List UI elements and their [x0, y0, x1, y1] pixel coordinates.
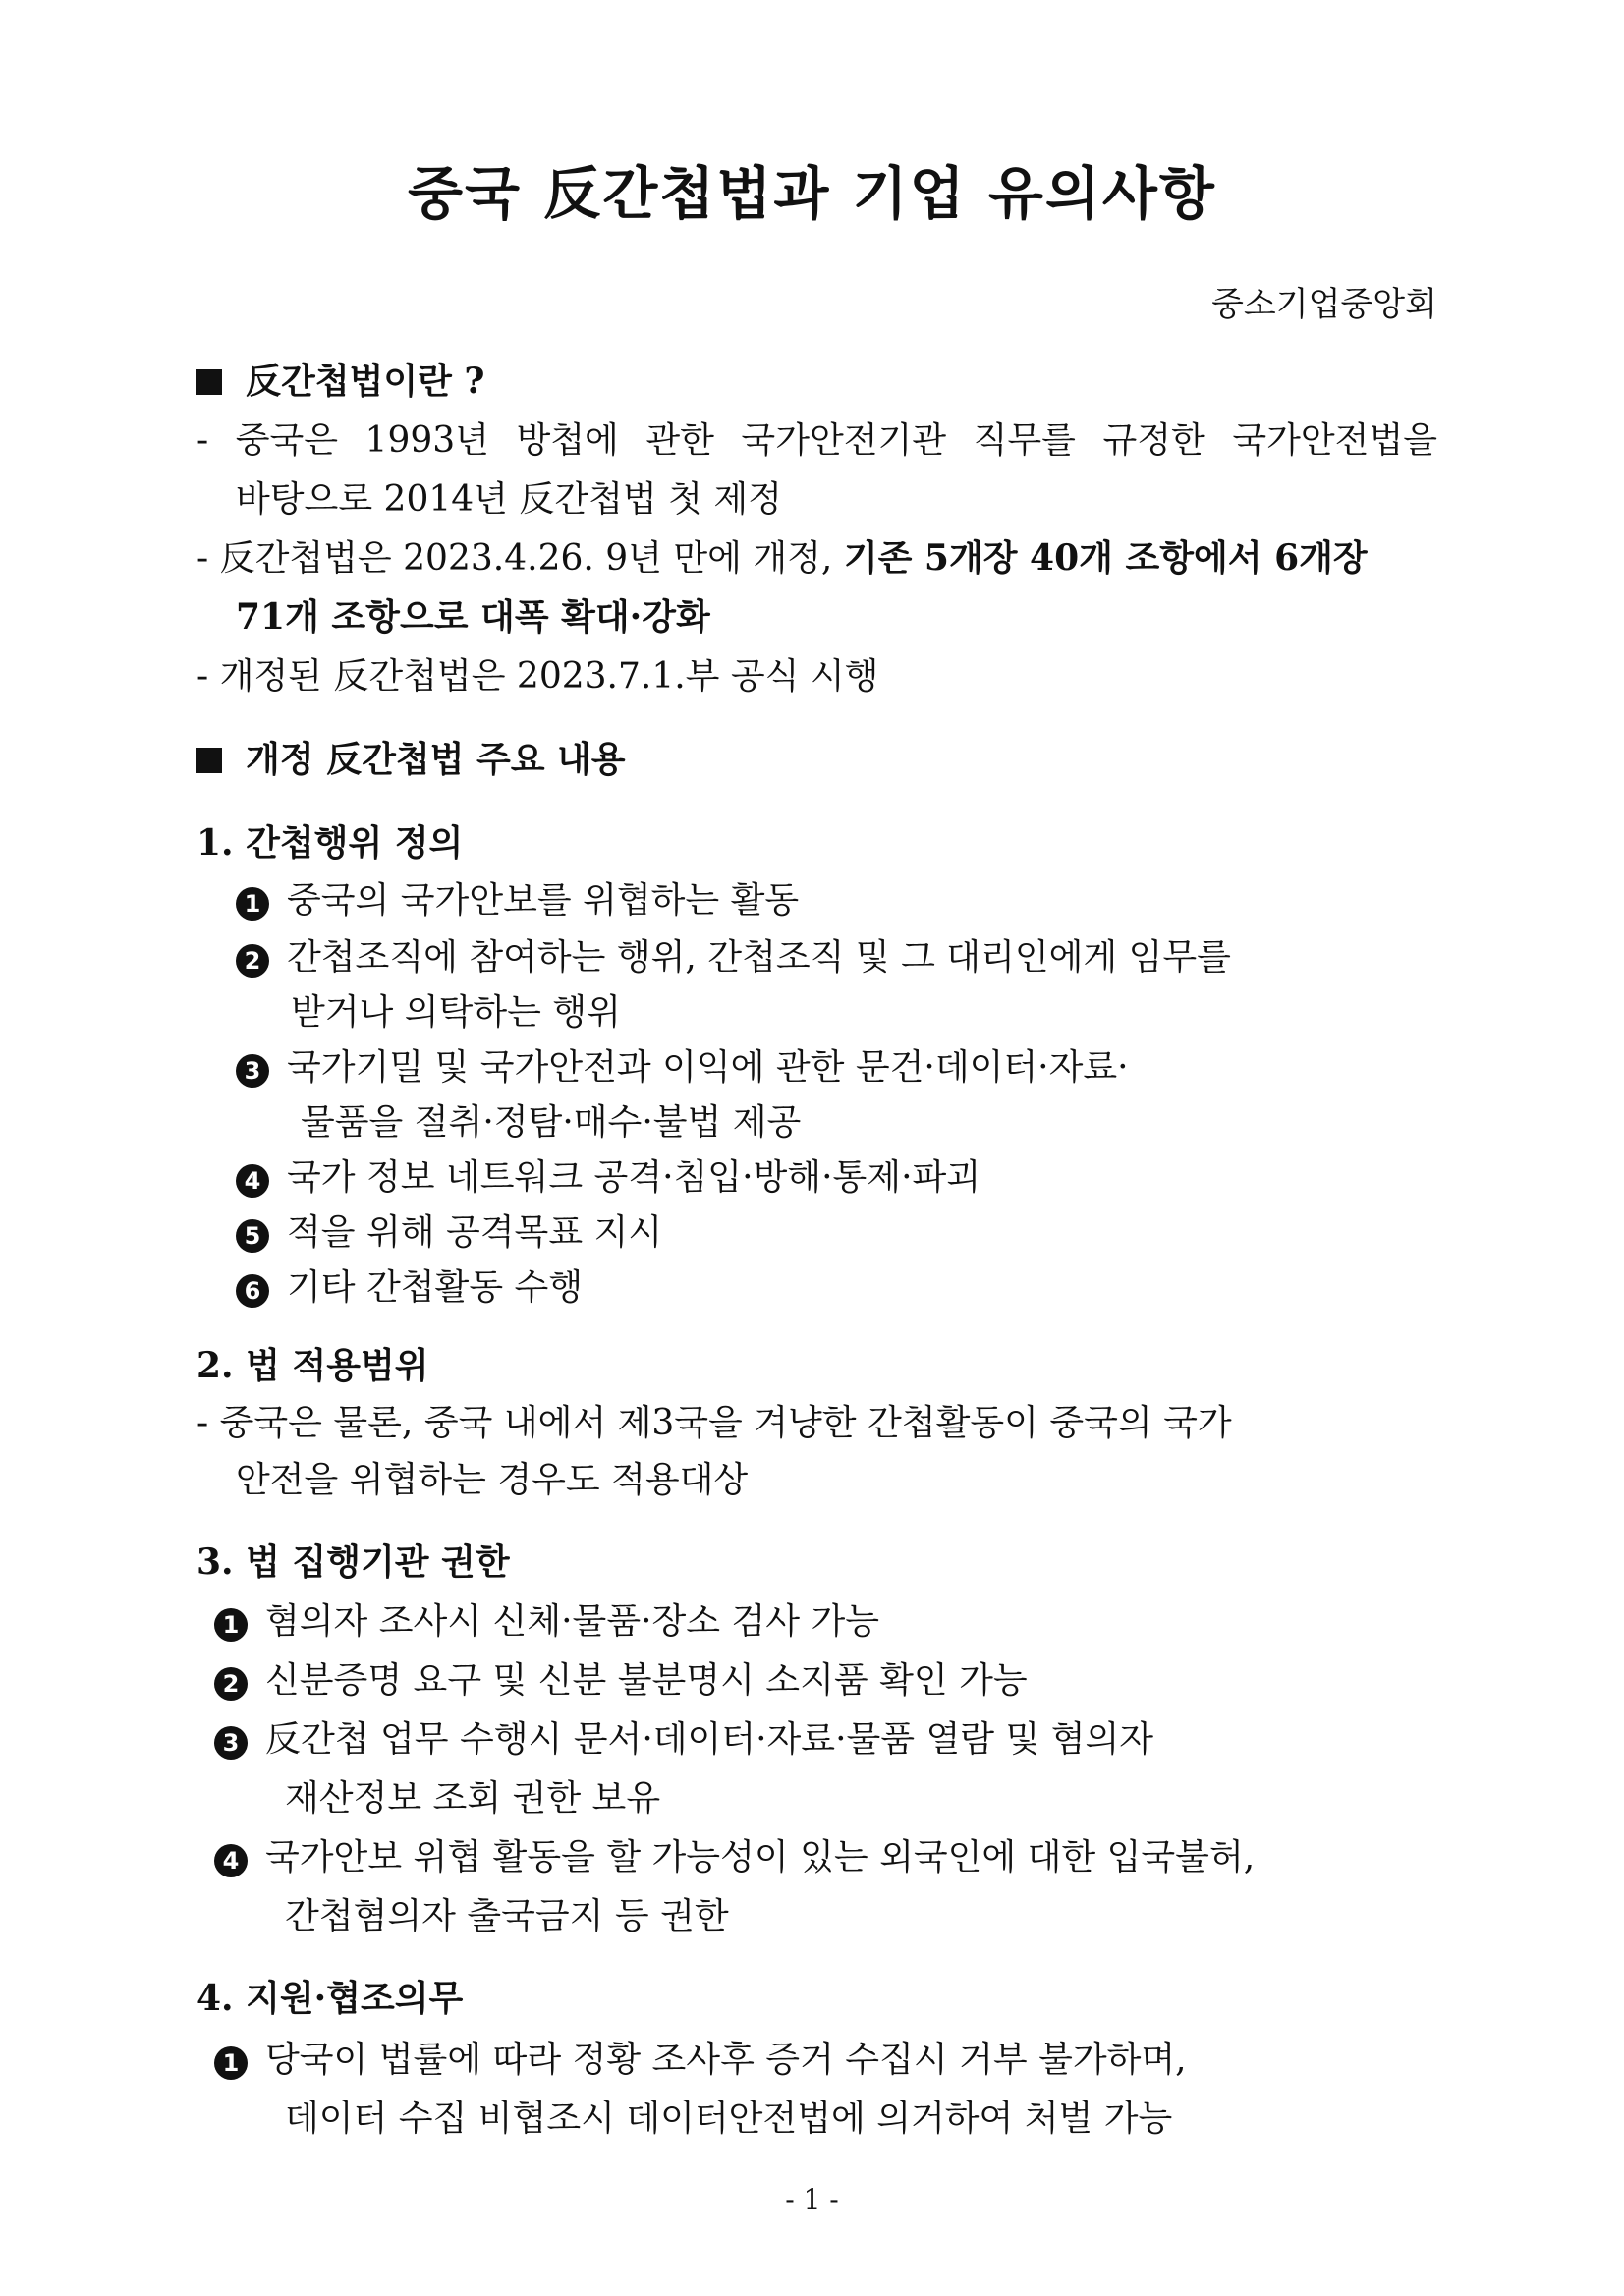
point-text: 중국의 국가안보를 위협하는 활동 — [287, 880, 800, 921]
numbered-point — [236, 1204, 662, 1255]
square-bullet-icon — [196, 748, 222, 773]
point-text: 적을 위해 공격목표 지시 — [287, 1212, 663, 1253]
circled-number-icon: 1 — [214, 1608, 248, 1642]
numbered-point — [214, 1711, 1153, 1762]
body-line: - 중국은 1993년 방첩에 관한 국가안전기관 직무를 규정한 국가안전법을 — [196, 420, 1437, 461]
point-continuation: 데이터 수집 비협조시 데이터안전법에 의거하여 처벌 가능 — [285, 2099, 1173, 2139]
point-continuation: 간첩혐의자 출국금지 등 권한 — [285, 1896, 729, 1936]
circled-number-icon: 3 — [236, 1054, 269, 1088]
point-text: 신분증명 요구 및 신분 불분명시 소지품 확인 가능 — [265, 1660, 1028, 1701]
circled-number-icon: 2 — [236, 944, 269, 978]
circled-number-icon: 5 — [236, 1219, 269, 1253]
item-heading: 4. 지원·협조의무 — [196, 1978, 464, 2019]
point-text: 간첩조직에 참여하는 행위, 간첩조직 및 그 대리인에게 임무를 — [287, 937, 1231, 978]
circled-number-icon: 4 — [236, 1164, 269, 1198]
point-text: 국가기밀 및 국가안전과 이익에 관한 문건·데이터·자료· — [287, 1047, 1129, 1088]
numbered-point — [214, 2032, 1187, 2082]
numbered-point — [214, 1829, 1255, 1879]
circled-number-icon: 6 — [236, 1274, 269, 1308]
circled-number-icon: 4 — [214, 1844, 248, 1877]
point-continuation: 받거나 의탁하는 행위 — [291, 992, 621, 1033]
page-number: - 1 - — [785, 2183, 839, 2215]
numbered-point — [236, 1039, 1129, 1090]
body-text: - 反간첩법은 2023.4.26. 9년 만에 개정, — [196, 538, 844, 579]
circled-number-icon: 1 — [214, 2046, 248, 2080]
body-line: - 중국은 물론, 중국 내에서 제3국을 겨냥한 간첩활동이 중국의 국가 — [196, 1403, 1232, 1443]
square-bullet-icon — [196, 369, 222, 395]
item-heading: 3. 법 집행기관 권한 — [196, 1541, 510, 1583]
body-line: 바탕으로 2014년 反간첩법 첫 제정 — [236, 479, 782, 520]
numbered-point — [236, 1260, 583, 1310]
circled-number-icon: 3 — [214, 1726, 248, 1760]
numbered-point — [236, 1149, 980, 1200]
point-continuation: 재산정보 조회 권한 보유 — [285, 1778, 661, 1819]
section-heading-text: 反간첩법이란 ? — [246, 361, 485, 402]
numbered-point — [214, 1594, 879, 1644]
section-heading-main-content — [196, 732, 626, 782]
point-text: 국가안보 위협 활동을 할 가능성이 있는 외국인에 대한 입국불허, — [265, 1837, 1256, 1877]
circled-number-icon: 1 — [236, 887, 269, 921]
point-text: 기타 간첩활동 수행 — [287, 1267, 584, 1308]
section-heading-definition — [196, 354, 485, 404]
body-text-bold: 기존 5개장 40개 조항에서 6개장 — [843, 537, 1368, 579]
point-text: 反간첩 업무 수행시 문서·데이터·자료·물품 열람 및 혐의자 — [265, 1719, 1154, 1760]
point-text: 국가 정보 네트워크 공격·침입·방해·통제·파괴 — [287, 1157, 981, 1198]
point-text: 당국이 법률에 따라 정황 조사후 증거 수집시 거부 불가하며, — [265, 2040, 1187, 2080]
numbered-point — [236, 929, 1231, 980]
body-line: - 개정된 反간첩법은 2023.7.1.부 공식 시행 — [196, 656, 879, 697]
numbered-point — [214, 1652, 1028, 1703]
body-line-bold: 71개 조항으로 대폭 확대·강화 — [236, 596, 710, 638]
circled-number-icon: 2 — [214, 1667, 248, 1701]
document-title: 중국 反간첩법과 기업 유의사항 — [408, 160, 1216, 227]
item-heading: 2. 법 적용범위 — [196, 1345, 429, 1386]
organization-name: 중소기업중앙회 — [1211, 285, 1437, 324]
body-line — [196, 531, 1368, 581]
body-line: 안전을 위협하는 경우도 적용대상 — [236, 1460, 749, 1500]
point-text: 혐의자 조사시 신체·물품·장소 검사 가능 — [265, 1601, 880, 1642]
point-continuation: 물품을 절취·정탐·매수·불법 제공 — [301, 1102, 802, 1143]
item-heading: 1. 간첩행위 정의 — [196, 822, 464, 864]
section-heading-text: 개정 反간첩법 주요 내용 — [246, 739, 626, 780]
numbered-point — [236, 872, 799, 923]
